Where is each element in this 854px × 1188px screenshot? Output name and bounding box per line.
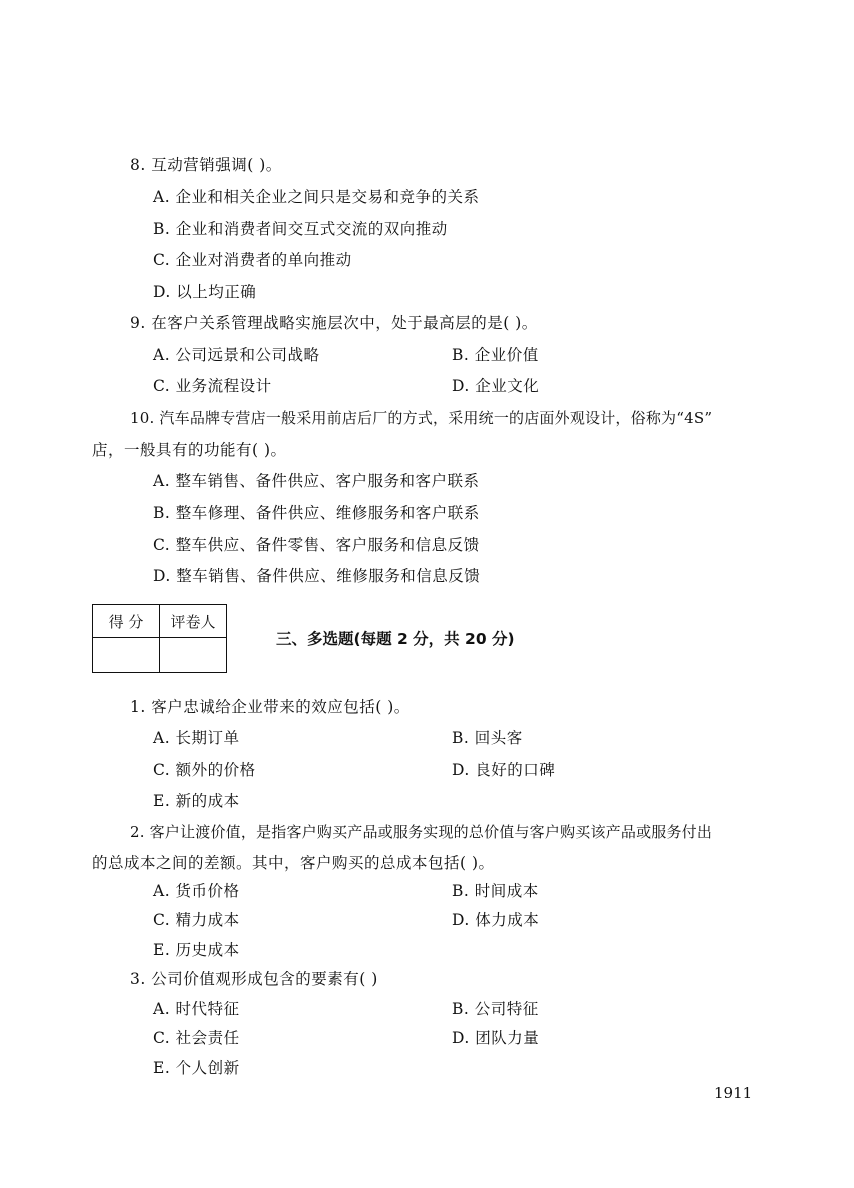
score-table [92,604,227,673]
mc-question-2-option-c: C. 精力成本 [153,911,240,929]
mc-question-3-option-b: B. 公司特征 [452,1000,539,1018]
mc-question-2-option-b: B. 时间成本 [452,882,539,900]
section-3-title: 三、多选题(每题 2 分，共 20 分) [276,630,515,648]
mc-question-3-stem: 3. 公司价值观形成包含的要素有( ) [130,970,378,988]
question-10-option-b: B. 整车修理、备件供应、维修服务和客户联系 [153,504,480,522]
question-10-stem-line1: 10. 汽车品牌专营店一般采用前店后厂的方式，采用统一的店面外观设计，俗称为“4S” [130,409,713,427]
score-label: 得 分 [93,605,160,638]
question-9-option-b: B. 企业价值 [452,346,539,364]
question-9-option-c: C. 业务流程设计 [153,377,272,395]
mc-question-1-option-d: D. 良好的口碑 [452,761,556,779]
mc-question-1-stem: 1. 客户忠诚给企业带来的效应包括( )。 [130,698,410,716]
mc-question-3-option-d: D. 团队力量 [452,1029,540,1047]
mc-question-2-option-d: D. 体力成本 [452,911,540,929]
question-8-option-a: A. 企业和相关企业之间只是交易和竞争的关系 [153,188,480,206]
mc-question-3-option-a: A. 时代特征 [153,1000,240,1018]
question-8-option-c: C. 企业对消费者的单向推动 [153,251,352,269]
mc-question-3-option-e: E. 个人创新 [153,1059,240,1077]
grader-label: 评卷人 [160,605,227,638]
mc-question-2-option-a: A. 货币价格 [153,882,240,900]
question-9-stem: 9. 在客户关系管理战略实施层次中，处于最高层的是( )。 [130,314,538,332]
question-10-option-d: D. 整车销售、备件供应、维修服务和信息反馈 [153,567,481,585]
mc-question-1-option-a: A. 长期订单 [153,729,240,747]
question-10-stem-line2: 店，一般具有的功能有( )。 [92,441,287,459]
mc-question-3-option-c: C. 社会责任 [153,1029,240,1047]
score-cell[interactable] [93,638,160,673]
question-10-option-a: A. 整车销售、备件供应、客户服务和客户联系 [153,472,480,490]
question-8-option-b: B. 企业和消费者间交互式交流的双向推动 [153,220,448,238]
mc-question-2-option-e: E. 历史成本 [153,941,240,959]
mc-question-2-stem-line1: 2. 客户让渡价值，是指客户购买产品或服务实现的总价值与客户购买该产品或服务付出 [130,823,713,841]
question-9-option-d: D. 企业文化 [452,377,540,395]
question-10-option-c: C. 整车供应、备件零售、客户服务和信息反馈 [153,536,480,554]
question-8-option-d: D. 以上均正确 [153,283,257,301]
mc-question-2-stem-line2: 的总成本之间的差额。其中，客户购买的总成本包括( )。 [92,854,495,872]
mc-question-1-option-c: C. 额外的价格 [153,761,256,779]
question-8-stem: 8. 互动营销强调( )。 [130,156,282,174]
grader-cell[interactable] [160,638,227,673]
mc-question-1-option-e: E. 新的成本 [153,792,240,810]
question-9-option-a: A. 公司远景和公司战略 [153,346,320,364]
page-number: 1911 [714,1084,753,1102]
mc-question-1-option-b: B. 回头客 [452,729,523,747]
